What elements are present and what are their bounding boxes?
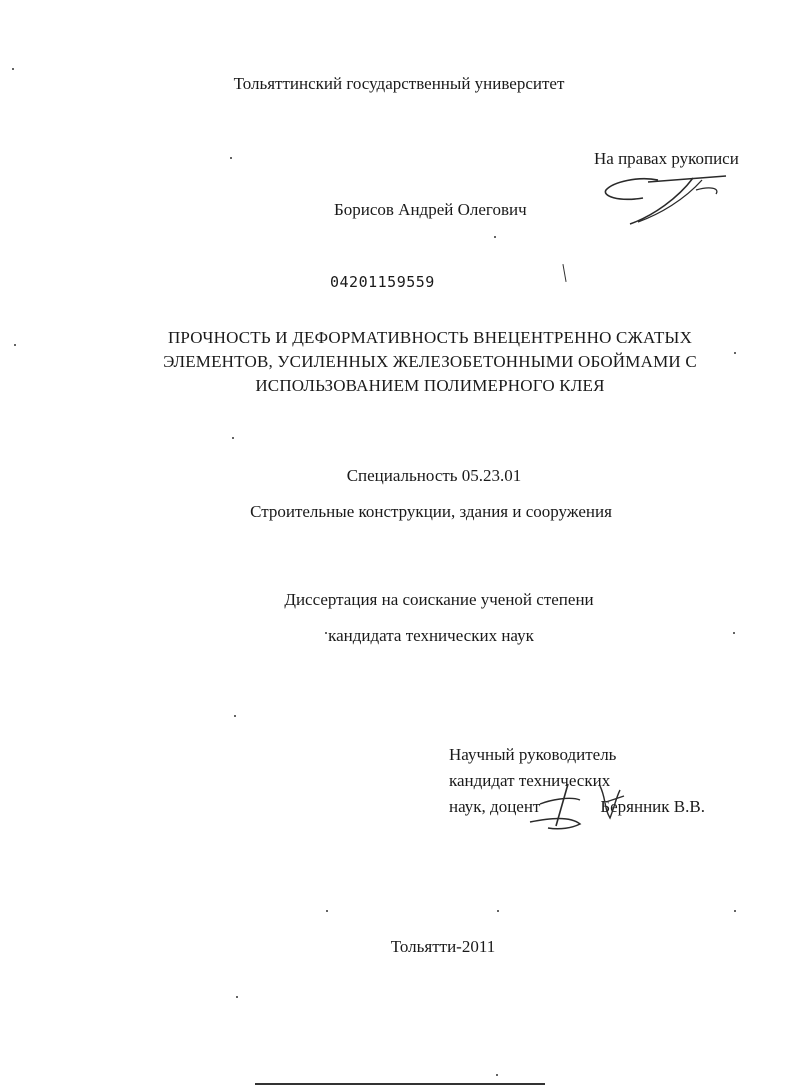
specialty-code: Специальность 05.23.01 bbox=[346, 466, 522, 485]
advisor-rank: наук, доцент bbox=[449, 797, 541, 816]
scan-dot bbox=[14, 344, 16, 346]
scan-dot bbox=[230, 157, 232, 159]
title-line: ЭЛЕМЕНТОВ, УСИЛЕННЫХ ЖЕЛЕЗОБЕТОННЫМИ ОБОЙМАМИ С bbox=[163, 352, 697, 371]
advisor-signature bbox=[520, 778, 630, 838]
advisor-title: Научный руководитель bbox=[449, 745, 617, 764]
dissertation-title bbox=[140, 326, 720, 398]
scan-dot bbox=[733, 632, 735, 634]
scan-dot bbox=[494, 236, 496, 238]
advisor-surname: Берянник В.В. bbox=[600, 797, 705, 816]
scan-dot bbox=[12, 68, 14, 70]
title-line: ИСПОЛЬЗОВАНИЕМ ПОЛИМЕРНОГО КЛЕЯ bbox=[255, 376, 605, 395]
scan-dot bbox=[734, 352, 736, 354]
author-signature bbox=[598, 168, 748, 228]
scan-dot bbox=[232, 437, 234, 439]
scan-dot bbox=[325, 632, 327, 634]
specialty-name: Строительные конструкции, здания и сооружения bbox=[250, 502, 612, 521]
scan-dot bbox=[497, 910, 499, 912]
title-line: ПРОЧНОСТЬ И ДЕФОРМАТИВНОСТЬ ВНЕЦЕНТРЕННО СЖАТЫХ bbox=[167, 328, 693, 347]
scan-dot bbox=[234, 715, 236, 717]
scan-mark bbox=[562, 264, 566, 282]
city-year: Тольятти-2011 bbox=[390, 937, 496, 956]
scan-dot bbox=[734, 910, 736, 912]
university-name: Тольяттинский государственный университет bbox=[233, 74, 565, 93]
author-name: Борисов Андрей Олегович bbox=[334, 200, 527, 219]
scan-dot bbox=[326, 910, 328, 912]
advisor-degree: кандидат технических bbox=[449, 771, 611, 790]
registration-code: 04201159559 bbox=[330, 273, 435, 291]
degree-name: кандидата технических наук bbox=[328, 626, 534, 645]
scan-dot bbox=[496, 1074, 498, 1076]
scan-dot bbox=[236, 996, 238, 998]
bottom-scan-edge bbox=[255, 1083, 545, 1085]
degree-line: Диссертация на соискание ученой степени bbox=[284, 590, 594, 609]
manuscript-rights-note: На правах рукописи bbox=[594, 149, 739, 168]
